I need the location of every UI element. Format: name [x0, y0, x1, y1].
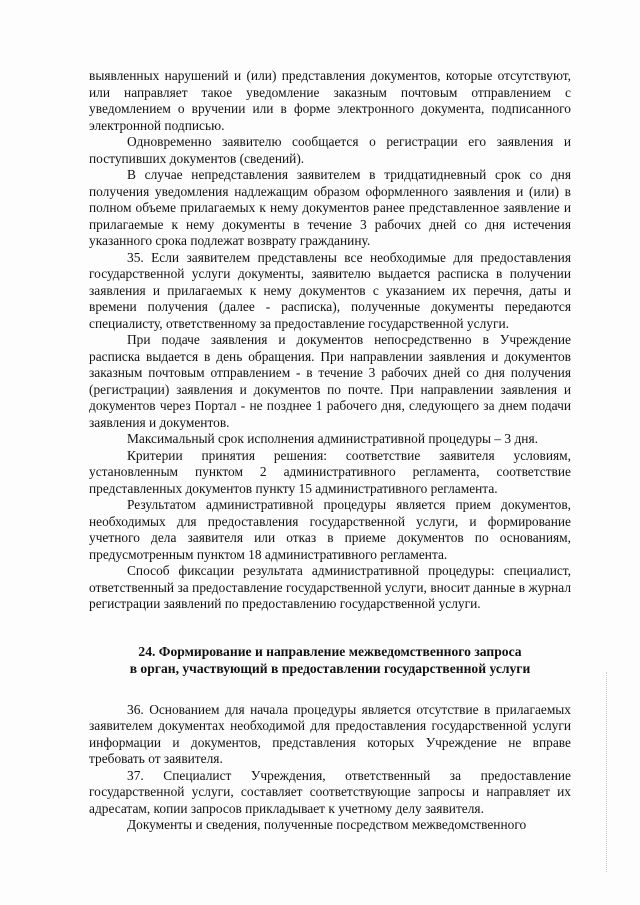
paragraph: Способ фиксации результата административной процедуры: специалист, ответственный за предоставление государственной услуги, вносит данные в журнал регистрации заявлений по предоставлению государственной услуги. [89, 563, 571, 611]
paragraph: Одновременно заявителю сообщается о регистрации его заявления и поступивших документов (сведений). [89, 134, 571, 166]
paragraph: Результатом административной процедуры является прием документов, необходимых для предоставления государственной услуги, и формирование учетного дела заявителя или отказ в приеме документов по основаниям, предусмотренным пунктом 18 административного регламента. [89, 497, 571, 562]
paragraphs-top [89, 68, 571, 613]
section-heading-line-1: 24. Формирование и направление межведомственного запроса [138, 643, 522, 659]
paragraph: Максимальный срок исполнения административной процедуры – 3 дня. [127, 431, 538, 446]
paragraph: 35. Если заявителем представлены все необходимые для предоставления государственной услуги документы, заявителю выдается расписка в получении заявления и прилагаемых к нему документов с указанием их перечня, даты и времени получения (далее - расписка), полученные документы передаются специалисту, ответственному за предоставление государственной услуги. [89, 249, 571, 331]
paragraph: В случае непредставления заявителем в тридцатидневный срок со дня получения уведомления надлежащим образом оформленного заявления и (или) в полном объеме прилагаемых к нему документов ранее представленное заявление и прилагаемые к нему документы в течение 3 рабочих дней со дня истечения указанного срока подлежат возврату гражданину. [89, 167, 571, 248]
paragraph: 36. Основанием для начала процедуры является отсутствие в прилагаемых заявителем документах необходимой для предоставления государственной услуги информации и документов, представления которых Учреждение не вправе требовать от заявителя. [89, 701, 571, 766]
paragraph: При подаче заявления и документов непосредственно в Учреждение расписка выдается в день обращения. При направлении заявления и документов заказным почтовым отправлением - в течение 3 рабочих дней со дня получения (регистрации) заявления и документов по почте. При направлении заявления и документов через Портал - не позднее 1 рабочего дня, следующего за днем подачи заявления и документов. [89, 332, 571, 430]
paragraph: 37. Специалист Учреждения, ответственный за предоставление государственной услуги, составляет соответствующие запросы и направляет их адресатам, копии запросов прикладывает к учетному делу заявителя. [89, 767, 571, 816]
section-heading-line-2: в орган, участвующий в предоставлении государственной услуги [129, 660, 531, 676]
paragraphs-bottom [89, 702, 571, 834]
section-heading [89, 643, 571, 677]
scan-edge-mark [606, 672, 608, 872]
paragraph: Документы и сведения, полученные посредством межведомственного [127, 817, 527, 832]
document-body [89, 68, 571, 834]
paragraph: выявленных нарушений и (или) представления документов, которые отсутствуют, или направляет такое уведомление заказным почтовым отправлением с уведомлением о вручении или в форме электронного документа, подписанного электронной подписью. [89, 68, 571, 133]
paragraph: Критерии принятия решения: соответствие заявителя условиям, установленным пунктом 2 административного регламента, соответствие представленных документов пункту 15 административного регламента. [89, 447, 571, 496]
